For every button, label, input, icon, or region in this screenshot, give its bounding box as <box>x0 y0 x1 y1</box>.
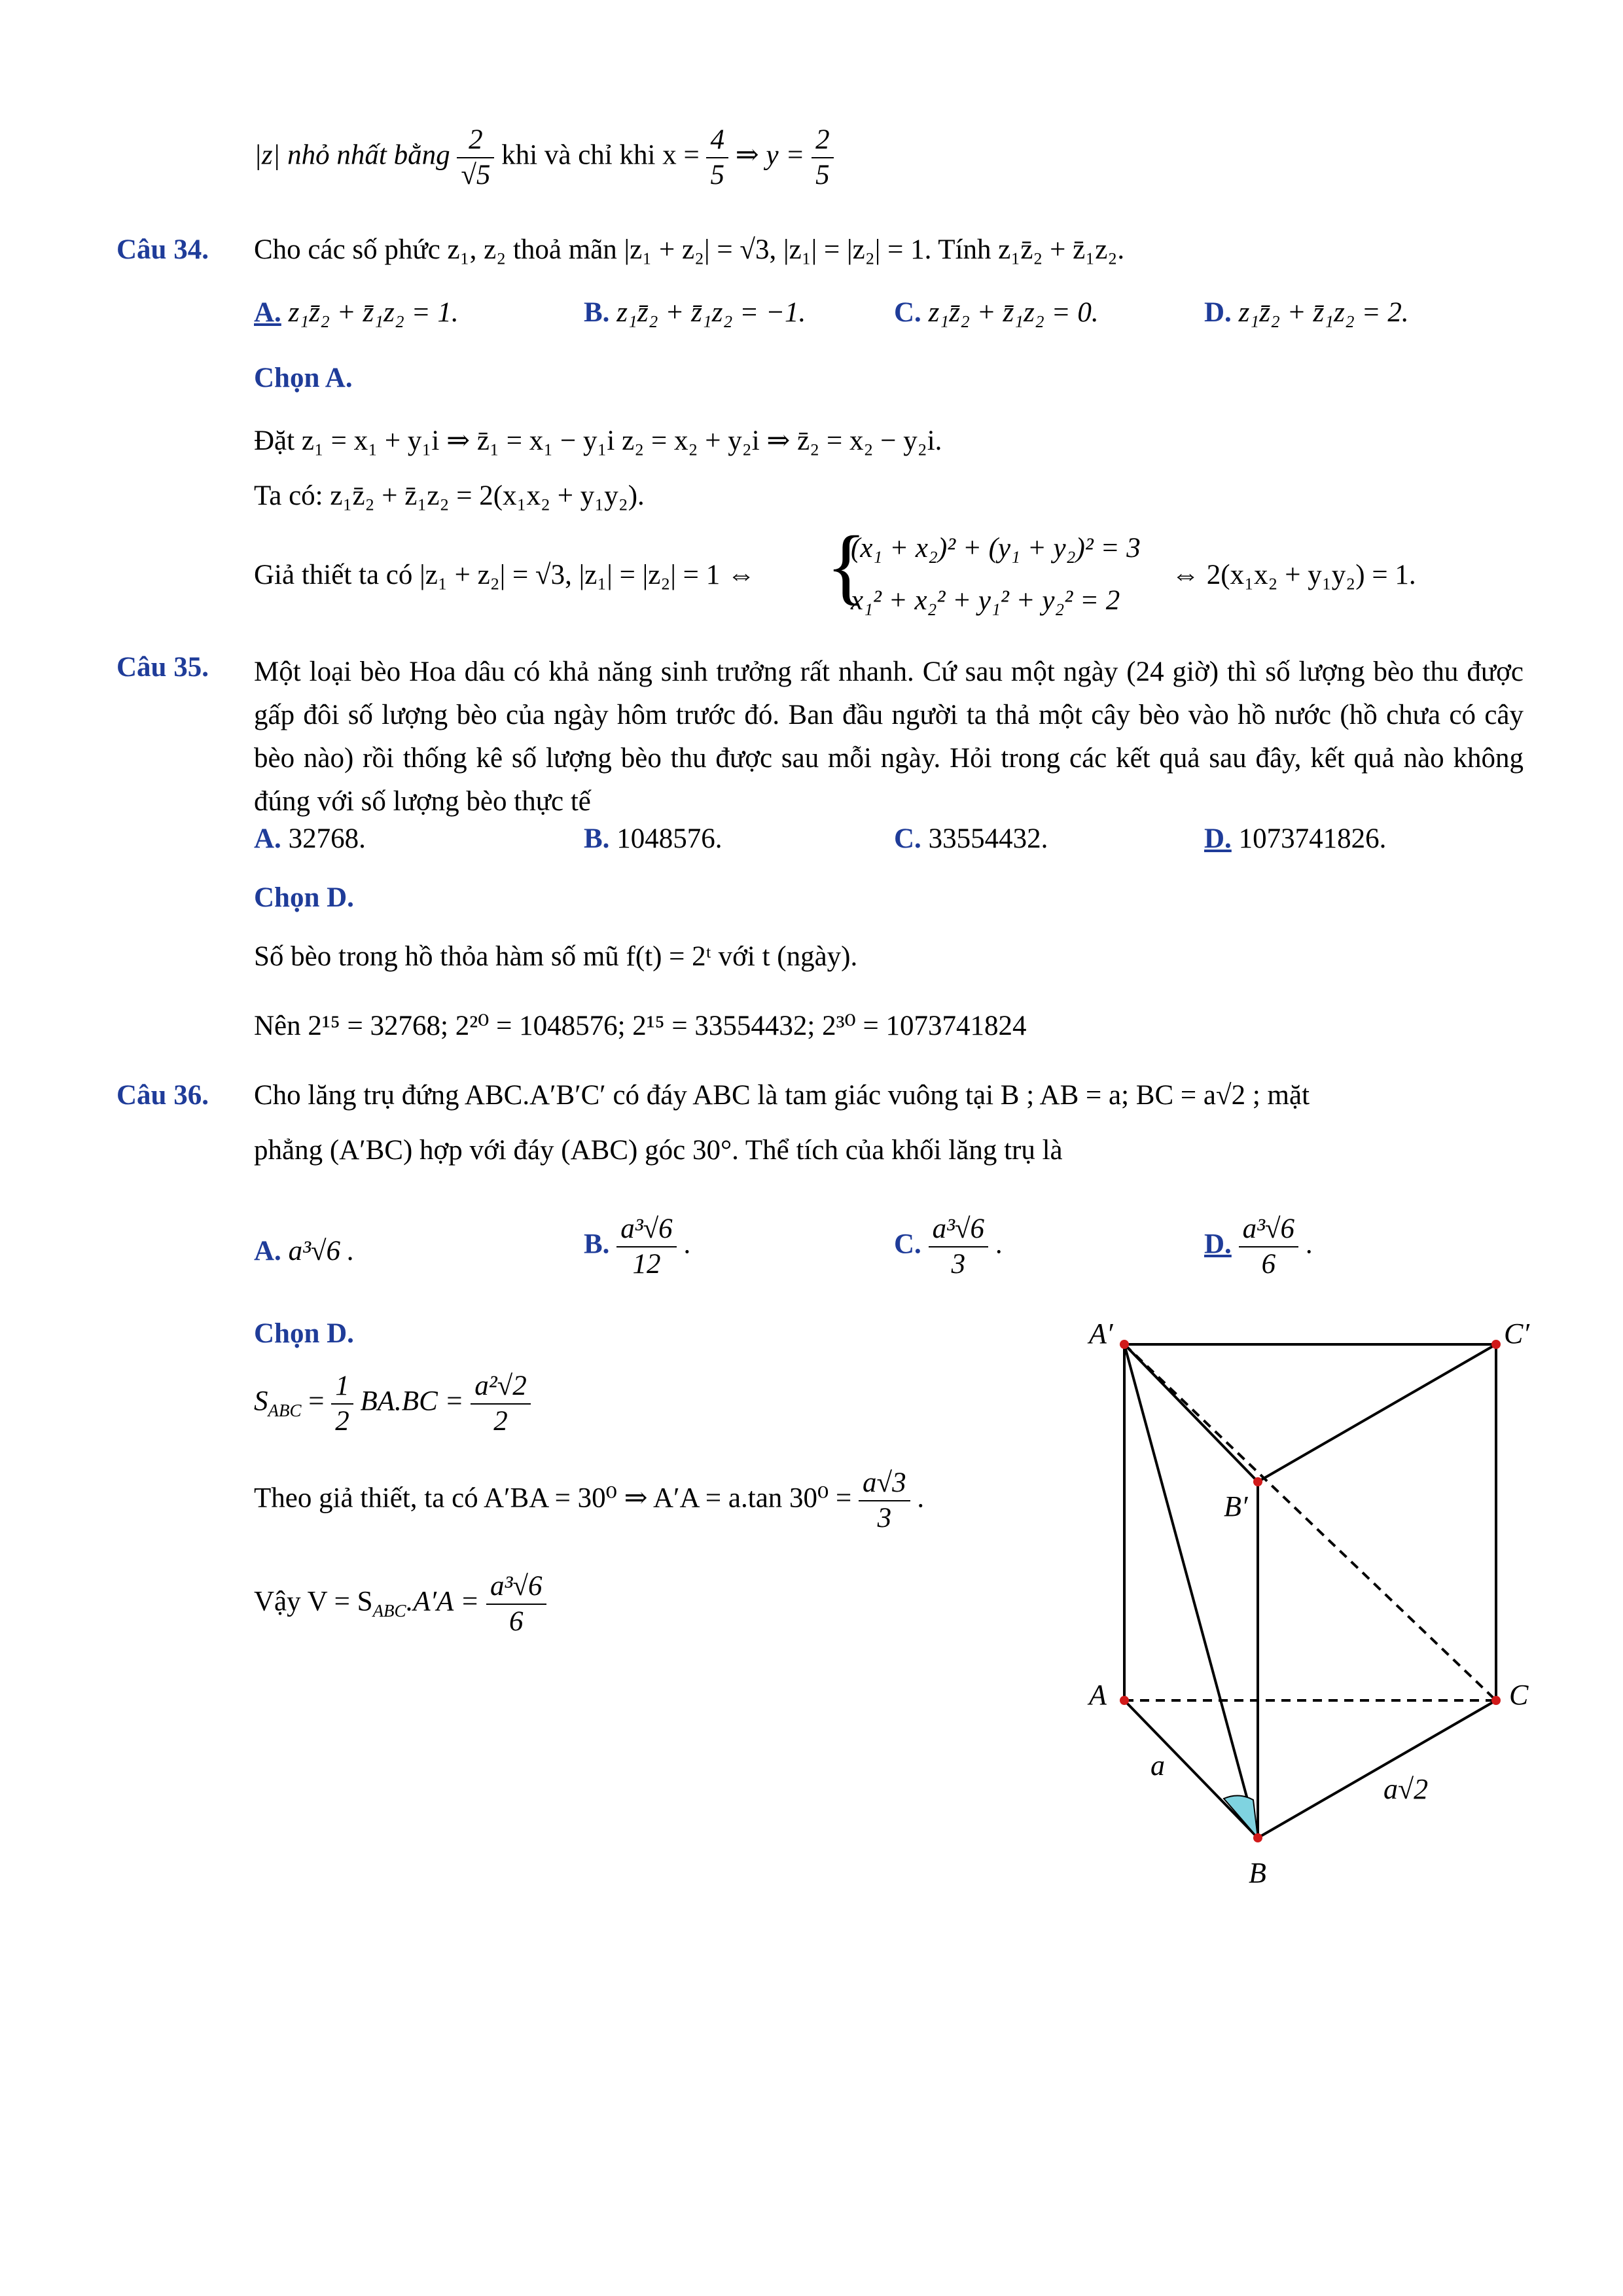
prev-text-a: |z| nhỏ nhất bằng <box>254 139 450 171</box>
q36-option-d[interactable]: D. $\frac{\text{a³√6}}{6}$ . <box>1204 1213 1313 1280</box>
q35-answer: Chọn D. <box>254 882 354 913</box>
label-edge-ab: a <box>1150 1749 1165 1782</box>
q36-stem-2: phẳng (A′BC) hợp với đáy (ABC) góc 30°. Thể tích của khối lăng trụ là <box>254 1135 1063 1166</box>
q36-answer: Chọn D. <box>254 1318 354 1349</box>
q34-system-brace: { <box>826 519 867 613</box>
q36-volume-formula: Vậy $V = S_{ABC}.A'A$ = $\frac{\text{a³√6}}{6}$ <box>254 1570 546 1638</box>
vertex-a1 <box>1120 1340 1129 1349</box>
q34-sol-1: Đặt z₁ = x₁ + y₁i ⇒ z̄₁ = x₁ − y₁i z₂ = x₂ + y₂i ⇒ z̄₂ = x₂ − y₂i. <box>254 425 942 456</box>
q35-stem: Một loại bèo Hoa dâu có khả năng sinh trưởng rất nhanh. Cứ sau một ngày (24 giờ) thì số lượng bèo thu được gấp đôi số lượng bèo của ngày hôm trước đó. Ban đầu người ta thả một cây bèo vào hồ nước (hồ chưa có cây bèo nào) rồi thống kê số lượng bèo thu được sau mỗi ngày. Hỏi trong các kết quả sau đây, kết quả nào không đúng với số lượng bèo thực tế <box>254 656 1524 817</box>
vertex-c <box>1491 1696 1501 1705</box>
label-a: A <box>1089 1679 1107 1711</box>
label-edge-bc: a√2 <box>1383 1773 1429 1805</box>
q34-option-a[interactable]: A. z₁z̄₂ + z̄₁z₂ = 1. <box>254 297 459 328</box>
angle-marker <box>1224 1795 1258 1838</box>
vertex-b1 <box>1253 1477 1262 1486</box>
vertex-c1 <box>1491 1340 1501 1349</box>
q34-option-d[interactable]: D. z₁z̄₂ + z̄₁z₂ = 2. <box>1204 297 1409 328</box>
prev-text-b: khi và chỉ khi x = <box>501 139 700 171</box>
label-a1: A′ <box>1089 1318 1113 1350</box>
edge-a1-b1 <box>1124 1344 1258 1482</box>
q34-sol-2: Ta có: z₁z̄₂ + z̄₁z₂ = 2(x₁x₂ + y₁y₂). <box>254 480 645 511</box>
prev-y-frac: $\frac{2}{5}$ <box>812 123 834 192</box>
edge-a1-b <box>1124 1344 1258 1838</box>
q36-area-formula: $S_{ABC}$ = $\frac{1}{2}$ BA.BC = $\frac{\text{a²√2}}{2}$ <box>254 1369 531 1438</box>
prev-frac: $\frac{2}{√5}$ <box>457 123 494 192</box>
q34-option-b[interactable]: B. z₁z̄₂ + z̄₁z₂ = −1. <box>584 297 806 328</box>
q34-stem: Cho các số phức z₁, z₂ thoả mãn |z₁ + z₂| = √3, |z₁| = |z₂| = 1. Tính z₁z̄₂ + z̄₁z₂. <box>254 234 1125 265</box>
q35-option-d[interactable]: D. 1073741826. <box>1204 823 1387 854</box>
label-c: C <box>1509 1679 1529 1711</box>
q34-system-eq-2: x₁² + x₂² + y₁² + y₂² = 2 <box>851 585 1120 616</box>
prev-arrow: ⇒ y = <box>735 139 805 171</box>
vertex-b <box>1253 1833 1262 1842</box>
q35-sol-1: Số bèo trong hồ thỏa hàm số mũ f(t) = 2ᵗ với t (ngày). <box>254 941 858 972</box>
q35-label: Câu 35. <box>116 652 209 683</box>
q34-option-c[interactable]: C. z₁z̄₂ + z̄₁z₂ = 0. <box>894 297 1099 328</box>
prev-x-frac: $\frac{4}{5}$ <box>706 123 728 192</box>
label-b1: B′ <box>1224 1490 1248 1522</box>
q35-option-b[interactable]: B. 1048576. <box>584 823 722 854</box>
q35-option-a[interactable]: A. 32768. <box>254 823 366 854</box>
edge-a-b <box>1124 1700 1258 1838</box>
q36-option-c[interactable]: C. $\frac{\text{a³√6}}{3}$ . <box>894 1213 1003 1280</box>
edge-a1-c-hidden <box>1124 1344 1496 1700</box>
q36-option-b[interactable]: B. $\frac{\text{a³√6}}{12}$ . <box>584 1213 691 1280</box>
edge-b1-c1 <box>1258 1344 1496 1482</box>
q35-option-c[interactable]: C. 33554432. <box>894 823 1048 854</box>
q34-system-eq-1: (x₁ + x₂)² + (y₁ + y₂)² = 3 <box>851 533 1141 564</box>
q34-sol-3a: Giả thiết ta có |z₁ + z₂| = √3, |z₁| = |z₂| = 1 ⇔ <box>254 560 755 590</box>
q36-stem-1: Cho lăng trụ đứng ABC.A′B′C′ có đáy ABC là tam giác vuông tại B ; AB = a; BC = a√2 ; mặt <box>254 1080 1310 1111</box>
q34-answer: Chọn A. <box>254 363 353 393</box>
q35-sol-2: Nên 2¹⁵ = 32768; 2²⁰ = 1048576; 2¹⁵ = 33554432; 2³⁰ = 1073741824 <box>254 1011 1027 1041</box>
label-b: B <box>1249 1857 1266 1889</box>
q36-option-a[interactable]: A. a³√6 . <box>254 1236 355 1266</box>
q34-sol-3b: ⇔ 2(x₁x₂ + y₁y₂) = 1. <box>1171 560 1416 590</box>
q36-height-formula: Theo giả thiết, ta có A′BA = 30⁰ ⇒ A′A = a.tan 30⁰ = $\frac{a√3}{3}$ . <box>254 1467 925 1534</box>
q34-label: Câu 34. <box>116 234 209 265</box>
vertex-a <box>1120 1696 1129 1705</box>
q36-label: Câu 36. <box>116 1080 209 1111</box>
edge-b-c <box>1258 1700 1496 1838</box>
label-c1: C′ <box>1504 1318 1529 1350</box>
